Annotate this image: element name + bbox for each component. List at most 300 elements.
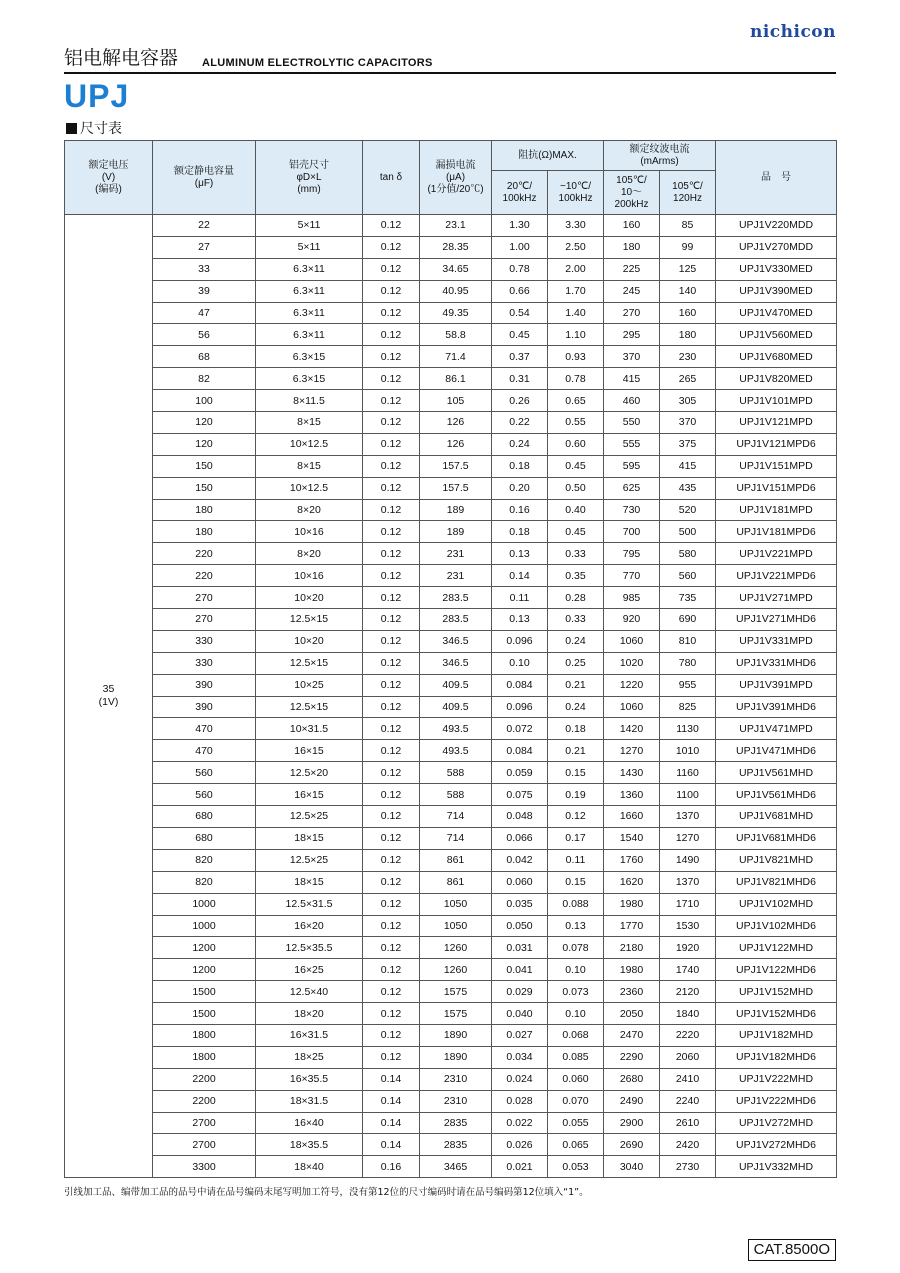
table-row bbox=[65, 784, 837, 806]
cell-capacitance: 27 bbox=[153, 236, 256, 258]
cell-part-number: UPJ1V561MHD6 bbox=[716, 784, 837, 806]
cell-imp-m10c: 0.085 bbox=[548, 1046, 604, 1068]
cell-imp-m10c: 0.28 bbox=[548, 587, 604, 609]
table-body bbox=[65, 215, 837, 1178]
cell-ripple-khz: 295 bbox=[604, 324, 660, 346]
cell-part-number: UPJ1V821MHD6 bbox=[716, 871, 837, 893]
cell-tan: 0.12 bbox=[363, 412, 420, 434]
cell-ripple-120hz: 810 bbox=[660, 630, 716, 652]
cell-imp-m10c: 0.078 bbox=[548, 937, 604, 959]
cell-ripple-khz: 1420 bbox=[604, 718, 660, 740]
cell-ripple-khz: 270 bbox=[604, 302, 660, 324]
cell-leakage: 861 bbox=[420, 849, 492, 871]
cell-imp-m10c: 0.073 bbox=[548, 981, 604, 1003]
cell-ripple-120hz: 2220 bbox=[660, 1024, 716, 1046]
table-row bbox=[65, 762, 837, 784]
cell-leakage: 588 bbox=[420, 784, 492, 806]
cell-capacitance: 560 bbox=[153, 762, 256, 784]
table-row bbox=[65, 543, 837, 565]
cell-ripple-khz: 370 bbox=[604, 346, 660, 368]
cell-capacitance: 390 bbox=[153, 696, 256, 718]
cell-ripple-120hz: 780 bbox=[660, 652, 716, 674]
cell-ripple-khz: 625 bbox=[604, 477, 660, 499]
cell-part-number: UPJ1V391MHD6 bbox=[716, 696, 837, 718]
cell-size: 8×15 bbox=[256, 455, 363, 477]
table-row bbox=[65, 368, 837, 390]
table-row bbox=[65, 565, 837, 587]
cell-ripple-120hz: 500 bbox=[660, 521, 716, 543]
cell-size: 10×16 bbox=[256, 565, 363, 587]
cell-ripple-120hz: 955 bbox=[660, 674, 716, 696]
cell-imp-m10c: 0.053 bbox=[548, 1156, 604, 1178]
cell-size: 18×40 bbox=[256, 1156, 363, 1178]
cell-capacitance: 2200 bbox=[153, 1090, 256, 1112]
cell-leakage: 189 bbox=[420, 521, 492, 543]
cell-imp-m10c: 0.10 bbox=[548, 959, 604, 981]
cell-imp-20c: 0.096 bbox=[492, 630, 548, 652]
cell-tan: 0.12 bbox=[363, 258, 420, 280]
cell-tan: 0.12 bbox=[363, 740, 420, 762]
cell-imp-20c: 0.31 bbox=[492, 368, 548, 390]
cell-capacitance: 2700 bbox=[153, 1112, 256, 1134]
table-row bbox=[65, 806, 837, 828]
cell-imp-m10c: 0.21 bbox=[548, 740, 604, 762]
cell-imp-m10c: 0.40 bbox=[548, 499, 604, 521]
cell-tan: 0.12 bbox=[363, 959, 420, 981]
cell-ripple-120hz: 85 bbox=[660, 215, 716, 237]
cell-imp-m10c: 0.070 bbox=[548, 1090, 604, 1112]
cell-imp-20c: 0.075 bbox=[492, 784, 548, 806]
table-row bbox=[65, 937, 837, 959]
cell-size: 16×31.5 bbox=[256, 1024, 363, 1046]
cell-size: 10×20 bbox=[256, 630, 363, 652]
cell-tan: 0.14 bbox=[363, 1134, 420, 1156]
cell-ripple-120hz: 1370 bbox=[660, 871, 716, 893]
cell-part-number: UPJ1V471MPD bbox=[716, 718, 837, 740]
cell-part-number: UPJ1V820MED bbox=[716, 368, 837, 390]
table-row bbox=[65, 477, 837, 499]
cell-part-number: UPJ1V471MHD6 bbox=[716, 740, 837, 762]
table-row bbox=[65, 849, 837, 871]
cell-tan: 0.12 bbox=[363, 981, 420, 1003]
cell-imp-20c: 0.096 bbox=[492, 696, 548, 718]
cell-ripple-khz: 2680 bbox=[604, 1068, 660, 1090]
table-row bbox=[65, 324, 837, 346]
cell-leakage: 71.4 bbox=[420, 346, 492, 368]
cell-capacitance: 330 bbox=[153, 652, 256, 674]
table-row bbox=[65, 696, 837, 718]
cell-ripple-120hz: 2410 bbox=[660, 1068, 716, 1090]
cell-leakage: 1260 bbox=[420, 937, 492, 959]
cell-ripple-120hz: 180 bbox=[660, 324, 716, 346]
cell-ripple-120hz: 230 bbox=[660, 346, 716, 368]
cell-imp-m10c: 0.45 bbox=[548, 521, 604, 543]
cell-capacitance: 390 bbox=[153, 674, 256, 696]
cell-imp-20c: 0.024 bbox=[492, 1068, 548, 1090]
cell-leakage: 105 bbox=[420, 390, 492, 412]
cell-tan: 0.12 bbox=[363, 630, 420, 652]
cell-ripple-khz: 1060 bbox=[604, 696, 660, 718]
cell-imp-20c: 0.13 bbox=[492, 543, 548, 565]
cell-capacitance: 470 bbox=[153, 718, 256, 740]
cell-ripple-khz: 2050 bbox=[604, 1003, 660, 1025]
cell-ripple-120hz: 1710 bbox=[660, 893, 716, 915]
cell-part-number: UPJ1V332MHD bbox=[716, 1156, 837, 1178]
cell-capacitance: 150 bbox=[153, 455, 256, 477]
cell-ripple-khz: 2690 bbox=[604, 1134, 660, 1156]
cell-tan: 0.12 bbox=[363, 893, 420, 915]
table-row bbox=[65, 346, 837, 368]
cell-capacitance: 820 bbox=[153, 871, 256, 893]
cell-size: 18×35.5 bbox=[256, 1134, 363, 1156]
table-row bbox=[65, 1003, 837, 1025]
cell-ripple-khz: 1060 bbox=[604, 630, 660, 652]
cell-size: 12.5×15 bbox=[256, 609, 363, 631]
cell-ripple-120hz: 1270 bbox=[660, 827, 716, 849]
cell-size: 12.5×15 bbox=[256, 652, 363, 674]
table-row bbox=[65, 959, 837, 981]
cell-tan: 0.12 bbox=[363, 565, 420, 587]
table-row bbox=[65, 412, 837, 434]
cell-capacitance: 56 bbox=[153, 324, 256, 346]
table-row bbox=[65, 587, 837, 609]
cell-imp-m10c: 2.50 bbox=[548, 236, 604, 258]
cell-capacitance: 180 bbox=[153, 499, 256, 521]
cell-ripple-120hz: 2610 bbox=[660, 1112, 716, 1134]
cell-capacitance: 120 bbox=[153, 433, 256, 455]
cell-capacitance: 220 bbox=[153, 565, 256, 587]
cell-tan: 0.12 bbox=[363, 784, 420, 806]
cell-imp-20c: 0.060 bbox=[492, 871, 548, 893]
cell-ripple-120hz: 1160 bbox=[660, 762, 716, 784]
cell-leakage: 714 bbox=[420, 827, 492, 849]
cell-imp-20c: 0.027 bbox=[492, 1024, 548, 1046]
cell-imp-m10c: 0.12 bbox=[548, 806, 604, 828]
cell-ripple-120hz: 125 bbox=[660, 258, 716, 280]
cell-imp-m10c: 0.93 bbox=[548, 346, 604, 368]
table-row bbox=[65, 652, 837, 674]
cell-leakage: 1050 bbox=[420, 915, 492, 937]
cell-tan: 0.12 bbox=[363, 1003, 420, 1025]
cell-imp-m10c: 0.60 bbox=[548, 433, 604, 455]
cell-part-number: UPJ1V331MPD bbox=[716, 630, 837, 652]
cell-tan: 0.12 bbox=[363, 696, 420, 718]
cell-ripple-khz: 460 bbox=[604, 390, 660, 412]
cell-ripple-120hz: 735 bbox=[660, 587, 716, 609]
cell-imp-m10c: 0.25 bbox=[548, 652, 604, 674]
cell-ripple-120hz: 690 bbox=[660, 609, 716, 631]
cell-part-number: UPJ1V560MED bbox=[716, 324, 837, 346]
cell-leakage: 1575 bbox=[420, 981, 492, 1003]
cell-capacitance: 2700 bbox=[153, 1134, 256, 1156]
cell-leakage: 283.5 bbox=[420, 587, 492, 609]
cell-leakage: 49.35 bbox=[420, 302, 492, 324]
cell-tan: 0.12 bbox=[363, 1046, 420, 1068]
cell-ripple-120hz: 1370 bbox=[660, 806, 716, 828]
table-row bbox=[65, 981, 837, 1003]
cell-imp-20c: 0.18 bbox=[492, 521, 548, 543]
table-row bbox=[65, 893, 837, 915]
cell-ripple-khz: 160 bbox=[604, 215, 660, 237]
cell-imp-m10c: 1.10 bbox=[548, 324, 604, 346]
cell-tan: 0.12 bbox=[363, 871, 420, 893]
cell-size: 10×12.5 bbox=[256, 477, 363, 499]
cell-capacitance: 68 bbox=[153, 346, 256, 368]
cell-imp-20c: 0.37 bbox=[492, 346, 548, 368]
cell-ripple-khz: 1660 bbox=[604, 806, 660, 828]
cell-tan: 0.12 bbox=[363, 280, 420, 302]
cell-part-number: UPJ1V151MPD bbox=[716, 455, 837, 477]
cell-tan: 0.12 bbox=[363, 499, 420, 521]
cell-part-number: UPJ1V272MHD6 bbox=[716, 1134, 837, 1156]
cell-imp-m10c: 0.15 bbox=[548, 762, 604, 784]
cell-imp-20c: 0.66 bbox=[492, 280, 548, 302]
table-row bbox=[65, 521, 837, 543]
cell-tan: 0.12 bbox=[363, 455, 420, 477]
cell-ripple-khz: 700 bbox=[604, 521, 660, 543]
cell-leakage: 126 bbox=[420, 433, 492, 455]
table-row bbox=[65, 1024, 837, 1046]
table-row bbox=[65, 1134, 837, 1156]
cell-imp-m10c: 0.24 bbox=[548, 696, 604, 718]
cell-size: 5×11 bbox=[256, 236, 363, 258]
cell-imp-20c: 0.18 bbox=[492, 455, 548, 477]
cell-ripple-120hz: 1490 bbox=[660, 849, 716, 871]
cell-tan: 0.12 bbox=[363, 433, 420, 455]
cell-size: 12.5×20 bbox=[256, 762, 363, 784]
cell-imp-m10c: 0.068 bbox=[548, 1024, 604, 1046]
cell-imp-20c: 0.14 bbox=[492, 565, 548, 587]
cell-imp-20c: 0.059 bbox=[492, 762, 548, 784]
cell-size: 18×15 bbox=[256, 871, 363, 893]
cell-imp-m10c: 0.11 bbox=[548, 849, 604, 871]
cell-capacitance: 1200 bbox=[153, 959, 256, 981]
cell-ripple-120hz: 375 bbox=[660, 433, 716, 455]
cell-capacitance: 1800 bbox=[153, 1046, 256, 1068]
col-ripple-105-120hz: 105℃/ 120Hz bbox=[660, 171, 716, 215]
cell-ripple-khz: 555 bbox=[604, 433, 660, 455]
cell-ripple-120hz: 99 bbox=[660, 236, 716, 258]
cell-capacitance: 150 bbox=[153, 477, 256, 499]
cell-part-number: UPJ1V122MHD bbox=[716, 937, 837, 959]
cell-part-number: UPJ1V151MPD6 bbox=[716, 477, 837, 499]
cell-part-number: UPJ1V102MHD bbox=[716, 893, 837, 915]
cell-ripple-khz: 245 bbox=[604, 280, 660, 302]
cell-imp-m10c: 0.50 bbox=[548, 477, 604, 499]
table-row bbox=[65, 740, 837, 762]
cell-imp-20c: 0.10 bbox=[492, 652, 548, 674]
cell-leakage: 346.5 bbox=[420, 630, 492, 652]
cell-capacitance: 100 bbox=[153, 390, 256, 412]
cell-capacitance: 82 bbox=[153, 368, 256, 390]
cell-part-number: UPJ1V561MHD bbox=[716, 762, 837, 784]
cell-part-number: UPJ1V680MED bbox=[716, 346, 837, 368]
cell-tan: 0.12 bbox=[363, 302, 420, 324]
cell-imp-m10c: 0.45 bbox=[548, 455, 604, 477]
cell-capacitance: 120 bbox=[153, 412, 256, 434]
cell-size: 12.5×40 bbox=[256, 981, 363, 1003]
cell-size: 12.5×31.5 bbox=[256, 893, 363, 915]
cell-capacitance: 2200 bbox=[153, 1068, 256, 1090]
table-row bbox=[65, 1046, 837, 1068]
cell-capacitance: 1200 bbox=[153, 937, 256, 959]
cell-leakage: 346.5 bbox=[420, 652, 492, 674]
cell-part-number: UPJ1V121MPD6 bbox=[716, 433, 837, 455]
col-ripple: 额定纹波电流 (mArms) bbox=[604, 141, 716, 171]
cell-tan: 0.12 bbox=[363, 674, 420, 696]
table-row bbox=[65, 718, 837, 740]
cell-imp-20c: 0.072 bbox=[492, 718, 548, 740]
cell-capacitance: 1000 bbox=[153, 893, 256, 915]
cell-part-number: UPJ1V331MHD6 bbox=[716, 652, 837, 674]
cell-tan: 0.12 bbox=[363, 477, 420, 499]
cell-leakage: 157.5 bbox=[420, 477, 492, 499]
cell-ripple-khz: 1360 bbox=[604, 784, 660, 806]
cell-ripple-khz: 2360 bbox=[604, 981, 660, 1003]
cell-size: 10×25 bbox=[256, 674, 363, 696]
cell-voltage: 35 (1V) bbox=[65, 215, 153, 1178]
cell-leakage: 231 bbox=[420, 543, 492, 565]
table-row bbox=[65, 630, 837, 652]
footnote: 引线加工品、编带加工品的品号中请在品号编码末尾写明加工符号，没有第12位的尺寸编码时请在品号编码第12位填入“1”。 bbox=[64, 1187, 589, 1198]
cell-size: 18×25 bbox=[256, 1046, 363, 1068]
cell-part-number: UPJ1V220MDD bbox=[716, 215, 837, 237]
cell-ripple-khz: 595 bbox=[604, 455, 660, 477]
cell-ripple-120hz: 160 bbox=[660, 302, 716, 324]
cell-imp-20c: 0.78 bbox=[492, 258, 548, 280]
table-row bbox=[65, 609, 837, 631]
series-name: UPJ bbox=[64, 78, 130, 114]
cell-capacitance: 22 bbox=[153, 215, 256, 237]
cell-imp-m10c: 2.00 bbox=[548, 258, 604, 280]
cell-ripple-khz: 180 bbox=[604, 236, 660, 258]
cell-capacitance: 3300 bbox=[153, 1156, 256, 1178]
cell-part-number: UPJ1V681MHD bbox=[716, 806, 837, 828]
col-voltage: 额定电压 (V) (编码) bbox=[65, 141, 153, 215]
cell-imp-m10c: 0.060 bbox=[548, 1068, 604, 1090]
cell-imp-20c: 0.021 bbox=[492, 1156, 548, 1178]
table-row bbox=[65, 455, 837, 477]
cell-imp-m10c: 0.10 bbox=[548, 1003, 604, 1025]
cell-leakage: 231 bbox=[420, 565, 492, 587]
cell-imp-m10c: 0.065 bbox=[548, 1134, 604, 1156]
cell-size: 12.5×15 bbox=[256, 696, 363, 718]
cell-ripple-120hz: 415 bbox=[660, 455, 716, 477]
cell-ripple-khz: 2290 bbox=[604, 1046, 660, 1068]
cell-size: 5×11 bbox=[256, 215, 363, 237]
cell-ripple-120hz: 370 bbox=[660, 412, 716, 434]
table-row bbox=[65, 215, 837, 237]
cell-size: 6.3×11 bbox=[256, 324, 363, 346]
cell-part-number: UPJ1V221MPD6 bbox=[716, 565, 837, 587]
cell-imp-20c: 0.16 bbox=[492, 499, 548, 521]
cell-tan: 0.14 bbox=[363, 1068, 420, 1090]
table-row bbox=[65, 280, 837, 302]
cell-imp-m10c: 0.19 bbox=[548, 784, 604, 806]
cell-imp-20c: 0.034 bbox=[492, 1046, 548, 1068]
cell-part-number: UPJ1V821MHD bbox=[716, 849, 837, 871]
cell-size: 8×20 bbox=[256, 499, 363, 521]
cell-leakage: 493.5 bbox=[420, 740, 492, 762]
cell-part-number: UPJ1V271MPD bbox=[716, 587, 837, 609]
cell-leakage: 126 bbox=[420, 412, 492, 434]
cell-imp-m10c: 0.33 bbox=[548, 609, 604, 631]
cell-imp-20c: 0.048 bbox=[492, 806, 548, 828]
cell-ripple-120hz: 435 bbox=[660, 477, 716, 499]
col-imp-m10c: −10℃/ 100kHz bbox=[548, 171, 604, 215]
cell-size: 16×15 bbox=[256, 784, 363, 806]
cell-capacitance: 820 bbox=[153, 849, 256, 871]
cell-imp-20c: 0.041 bbox=[492, 959, 548, 981]
title-en: ALUMINUM ELECTROLYTIC CAPACITORS bbox=[202, 57, 433, 69]
cell-capacitance: 680 bbox=[153, 827, 256, 849]
cell-imp-20c: 0.026 bbox=[492, 1134, 548, 1156]
col-capacitance: 额定静电容量 (μF) bbox=[153, 141, 256, 215]
cell-size: 12.5×25 bbox=[256, 849, 363, 871]
col-tan: tan δ bbox=[363, 141, 420, 215]
cell-imp-m10c: 0.17 bbox=[548, 827, 604, 849]
col-part-number: 品 号 bbox=[716, 141, 837, 215]
cell-size: 12.5×25 bbox=[256, 806, 363, 828]
cell-size: 8×11.5 bbox=[256, 390, 363, 412]
cell-size: 6.3×11 bbox=[256, 280, 363, 302]
cell-leakage: 23.1 bbox=[420, 215, 492, 237]
cell-imp-20c: 0.20 bbox=[492, 477, 548, 499]
table-row bbox=[65, 1112, 837, 1134]
cell-capacitance: 560 bbox=[153, 784, 256, 806]
cell-tan: 0.12 bbox=[363, 324, 420, 346]
cell-leakage: 58.8 bbox=[420, 324, 492, 346]
cell-size: 10×20 bbox=[256, 587, 363, 609]
dimension-table bbox=[64, 140, 837, 1178]
cell-leakage: 861 bbox=[420, 871, 492, 893]
cell-part-number: UPJ1V681MHD6 bbox=[716, 827, 837, 849]
cell-tan: 0.12 bbox=[363, 215, 420, 237]
cell-ripple-khz: 2490 bbox=[604, 1090, 660, 1112]
cell-imp-m10c: 0.15 bbox=[548, 871, 604, 893]
cell-part-number: UPJ1V101MPD bbox=[716, 390, 837, 412]
cell-imp-m10c: 1.70 bbox=[548, 280, 604, 302]
col-impedance: 阻抗(Ω)MAX. bbox=[492, 141, 604, 171]
title-cn: 铝电解电容器 bbox=[64, 47, 179, 69]
brand-logo: nichicon bbox=[749, 22, 836, 42]
cell-ripple-khz: 985 bbox=[604, 587, 660, 609]
table-row bbox=[65, 390, 837, 412]
cell-size: 10×16 bbox=[256, 521, 363, 543]
cell-part-number: UPJ1V470MED bbox=[716, 302, 837, 324]
cell-ripple-khz: 795 bbox=[604, 543, 660, 565]
cell-leakage: 189 bbox=[420, 499, 492, 521]
cell-imp-20c: 0.11 bbox=[492, 587, 548, 609]
cell-ripple-120hz: 265 bbox=[660, 368, 716, 390]
cell-ripple-khz: 1980 bbox=[604, 959, 660, 981]
cell-imp-m10c: 0.21 bbox=[548, 674, 604, 696]
cell-ripple-khz: 1220 bbox=[604, 674, 660, 696]
cell-imp-m10c: 0.35 bbox=[548, 565, 604, 587]
cell-leakage: 2835 bbox=[420, 1134, 492, 1156]
cell-ripple-khz: 1770 bbox=[604, 915, 660, 937]
cell-leakage: 3465 bbox=[420, 1156, 492, 1178]
cell-part-number: UPJ1V221MPD bbox=[716, 543, 837, 565]
section-title bbox=[66, 118, 122, 138]
cell-part-number: UPJ1V121MPD bbox=[716, 412, 837, 434]
cell-capacitance: 1000 bbox=[153, 915, 256, 937]
cell-capacitance: 1500 bbox=[153, 981, 256, 1003]
col-leakage: 漏损电流 (μA) (1分值/20℃) bbox=[420, 141, 492, 215]
cell-imp-m10c: 0.055 bbox=[548, 1112, 604, 1134]
cell-part-number: UPJ1V182MHD6 bbox=[716, 1046, 837, 1068]
cell-size: 16×40 bbox=[256, 1112, 363, 1134]
